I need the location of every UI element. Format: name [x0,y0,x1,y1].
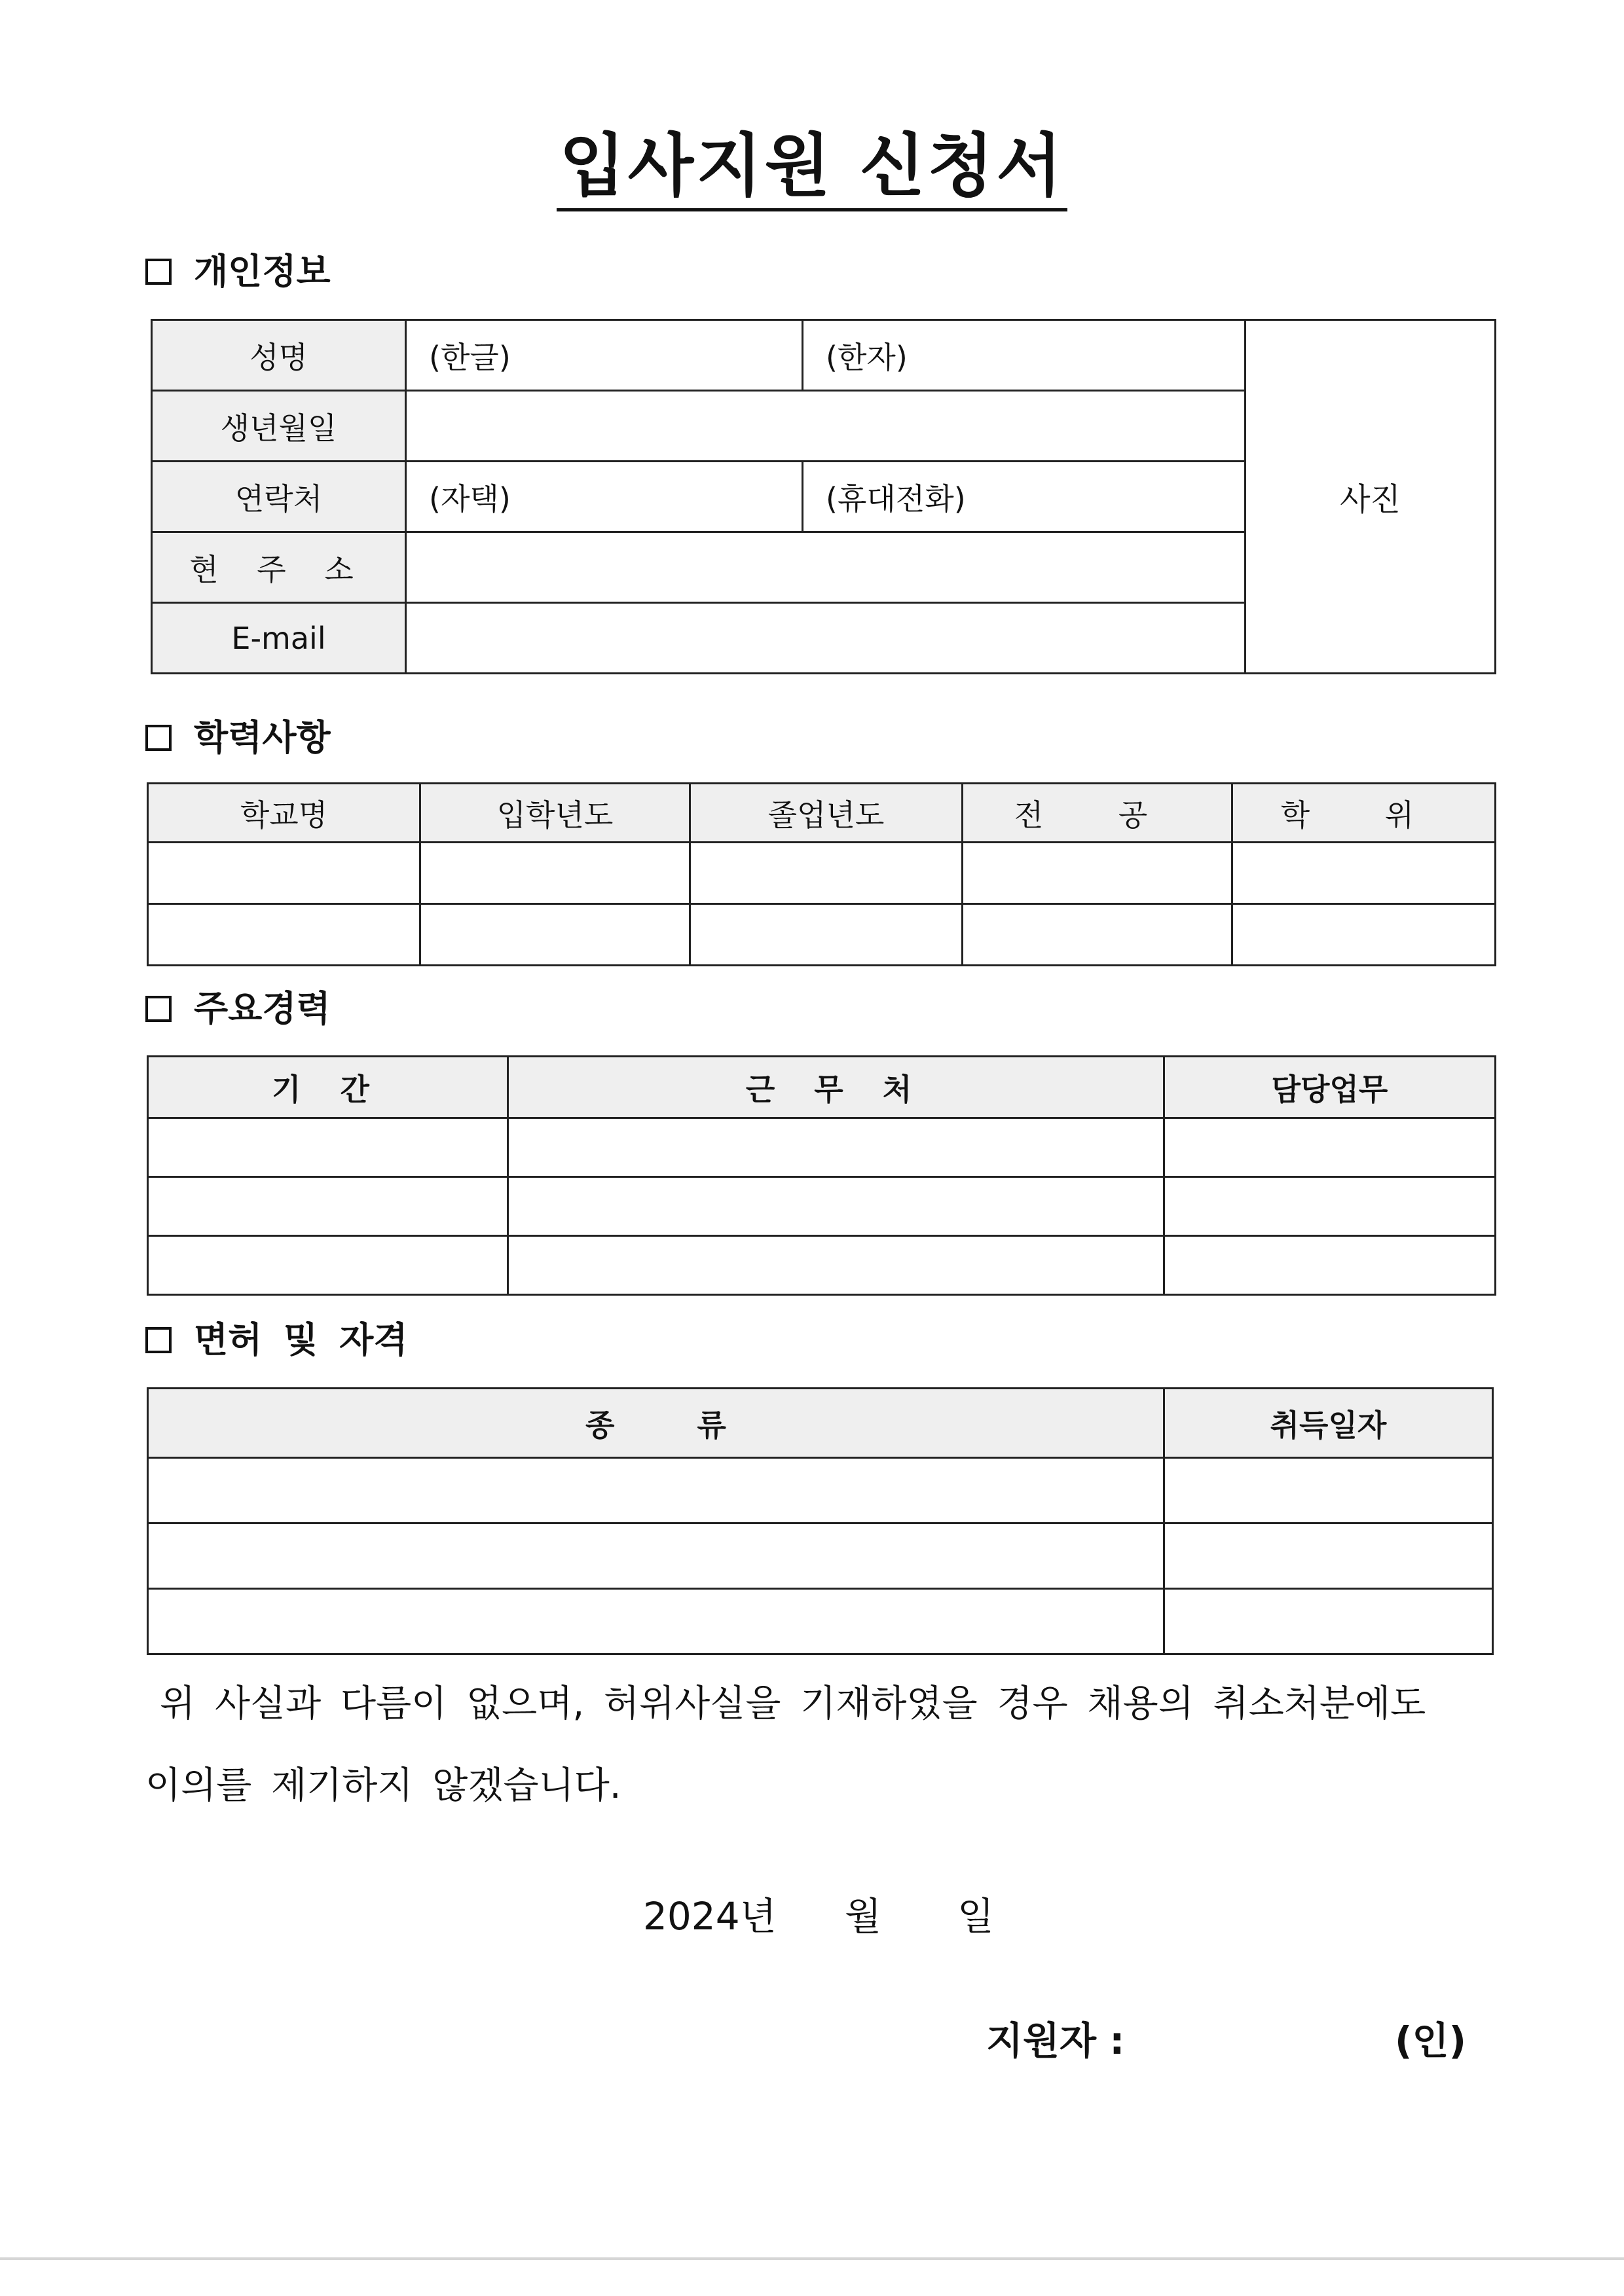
career-cell[interactable] [1164,1236,1496,1295]
career-col-duty: 담당업무 [1164,1057,1496,1118]
career-cell[interactable] [148,1118,508,1177]
license-cell[interactable] [1164,1589,1493,1654]
checkbox-icon[interactable] [145,725,172,751]
career-cell[interactable] [508,1177,1164,1236]
edu-col-degree: 학 위 [1232,784,1496,843]
date-month: 월 [845,1894,882,1939]
table-row [148,1118,1496,1177]
contact-mobile-field[interactable]: (휴대전화) [803,462,1246,532]
section-license-title: 면허 및 자격 [194,1319,408,1360]
email-label: E-mail [152,603,406,674]
section-education-heading [145,717,331,758]
edu-col-admission-year: 입학년도 [420,784,690,843]
table-row [148,904,1496,966]
career-col-period: 기 간 [148,1057,508,1118]
table-row [148,1177,1496,1236]
edu-col-graduation-year: 졸업년도 [690,784,963,843]
edu-cell[interactable] [420,843,690,904]
section-license-heading [145,1319,408,1360]
section-personal-heading [145,251,331,292]
name-korean-field[interactable]: (한글) [406,320,803,391]
checkbox-icon[interactable] [145,259,172,285]
checkbox-icon[interactable] [145,996,172,1022]
edu-cell[interactable] [1232,904,1496,966]
date-day: 일 [957,1894,995,1939]
license-cell[interactable] [1164,1458,1493,1523]
career-table [147,1055,1496,1296]
declaration-line-1: 위 사실과 다름이 없으며, 허위사실을 기재하였을 경우 채용의 취소처분에도 [160,1683,1426,1725]
personal-info-table [151,319,1496,674]
edu-cell[interactable] [690,843,963,904]
declaration-line-2: 이의를 제기하지 않겠습니다. [145,1764,621,1807]
signature-label: 지원자 : [986,2018,1125,2063]
table-row [148,1236,1496,1295]
name-hanja-field[interactable]: (한자) [803,320,1246,391]
license-cell[interactable] [148,1458,1164,1523]
license-cell[interactable] [1164,1523,1493,1589]
career-cell[interactable] [148,1236,508,1295]
table-row [148,1589,1493,1654]
career-cell[interactable] [508,1236,1164,1295]
email-field[interactable] [406,603,1246,674]
career-cell[interactable] [508,1118,1164,1177]
edu-cell[interactable] [690,904,963,966]
birth-label: 생년월일 [152,391,406,462]
edu-cell[interactable] [148,904,420,966]
title-text: 입사지원 신청서 [557,126,1067,211]
edu-cell[interactable] [1232,843,1496,904]
section-education-title: 학력사항 [194,717,331,758]
table-row [148,1458,1493,1523]
name-label: 성명 [152,320,406,391]
edu-col-school: 학교명 [148,784,420,843]
edu-cell[interactable] [420,904,690,966]
address-field[interactable] [406,532,1246,603]
career-cell[interactable] [1164,1177,1496,1236]
section-career-heading [145,988,331,1029]
table-row [148,843,1496,904]
table-row [148,1523,1493,1589]
education-table [147,782,1496,966]
section-career-title: 주요경력 [194,988,331,1029]
contact-label: 연락처 [152,462,406,532]
career-col-workplace: 근 무 처 [508,1057,1164,1118]
edu-cell[interactable] [148,843,420,904]
birth-field[interactable] [406,391,1246,462]
checkbox-icon[interactable] [145,1327,172,1353]
signature-seal: (인) [1395,2018,1467,2063]
section-personal-title: 개인정보 [194,251,331,292]
edu-cell[interactable] [963,843,1232,904]
edu-cell[interactable] [963,904,1232,966]
license-col-acquired-date: 취득일자 [1164,1389,1493,1458]
contact-home-field[interactable]: (자택) [406,462,803,532]
declaration-text [145,1663,1488,1827]
document-title [0,126,1624,206]
address-label: 현 주 소 [152,532,406,603]
date-year: 2024년 [643,1894,777,1939]
edu-col-major: 전 공 [963,784,1232,843]
license-cell[interactable] [148,1589,1164,1654]
photo-box[interactable]: 사진 [1246,320,1496,674]
license-col-type: 종 류 [148,1389,1164,1458]
scan-edge-line [0,2257,1624,2260]
license-table [147,1387,1494,1655]
career-cell[interactable] [148,1177,508,1236]
career-cell[interactable] [1164,1118,1496,1177]
license-cell[interactable] [148,1523,1164,1589]
